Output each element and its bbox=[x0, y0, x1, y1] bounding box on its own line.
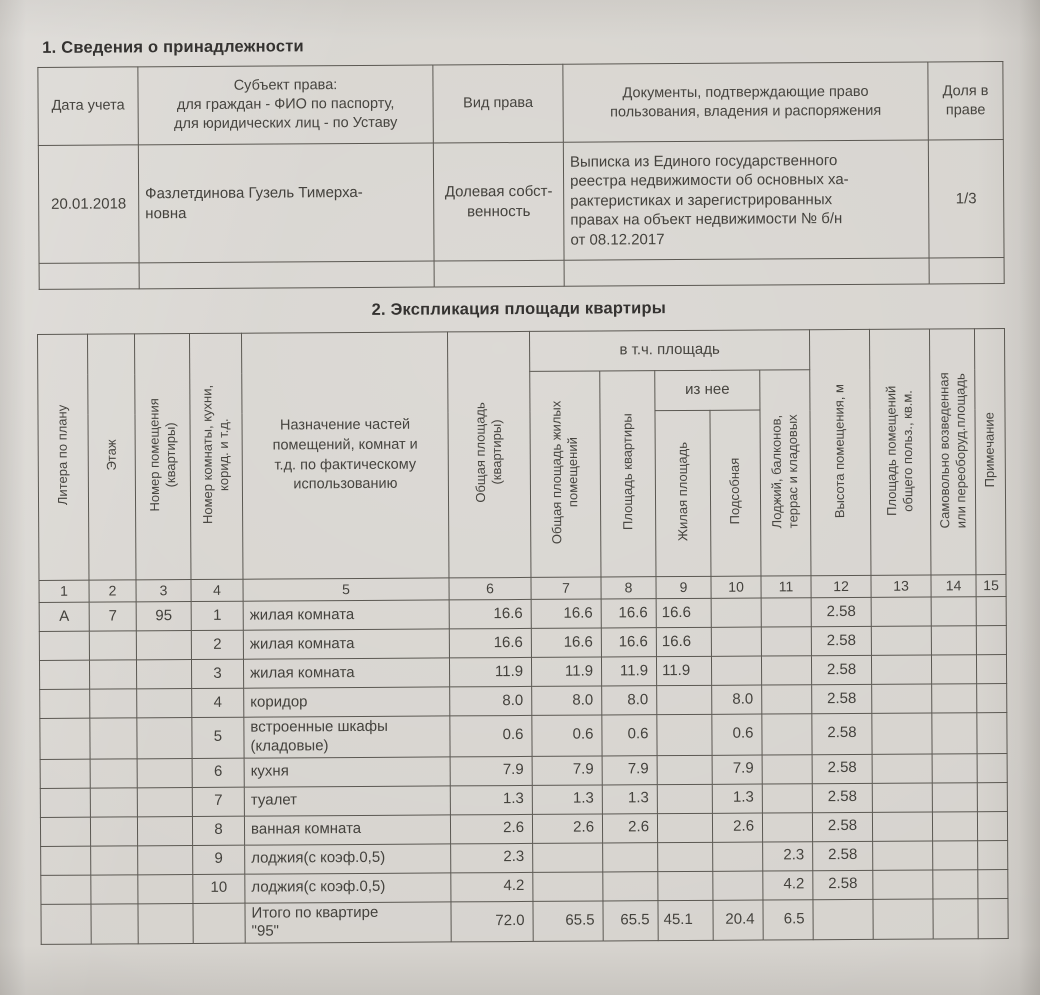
cell: 12 bbox=[811, 575, 871, 597]
cell bbox=[978, 869, 1008, 898]
cell bbox=[137, 787, 192, 816]
cell: 8.0 bbox=[532, 686, 602, 715]
col-header-loggias bbox=[760, 370, 811, 576]
cell: 10 bbox=[711, 576, 761, 598]
cell bbox=[657, 685, 712, 714]
cell bbox=[873, 840, 933, 869]
cell bbox=[90, 758, 137, 787]
col-header-ceiling-height bbox=[809, 329, 871, 575]
cell: 10 bbox=[193, 874, 245, 903]
cell bbox=[977, 782, 1007, 811]
cell bbox=[39, 263, 139, 290]
cell: 7 bbox=[192, 787, 244, 816]
col-header-floor-label: Этаж bbox=[103, 439, 119, 471]
cell bbox=[871, 655, 931, 684]
table-row bbox=[38, 140, 1004, 264]
cell: лоджия(с коэф.0,5) bbox=[245, 872, 451, 902]
cell bbox=[40, 788, 90, 817]
cell bbox=[39, 631, 89, 660]
cell bbox=[137, 718, 192, 759]
cell bbox=[40, 817, 90, 846]
cell: 2.58 bbox=[812, 812, 872, 841]
col-header-auxiliary-area bbox=[710, 410, 761, 576]
cell: 15 bbox=[976, 575, 1006, 597]
cell: жилая комната bbox=[243, 600, 449, 630]
col-header-apartment-number bbox=[134, 334, 191, 580]
col-header-documents: Документы, подтверждающие право пользования, владения и распоряжения bbox=[563, 62, 928, 142]
cell bbox=[41, 904, 91, 945]
cell: коридор bbox=[244, 687, 450, 717]
cell bbox=[872, 684, 932, 713]
cell: 6.5 bbox=[763, 899, 813, 940]
cell bbox=[711, 598, 761, 627]
cell: 6 bbox=[192, 758, 244, 787]
cell bbox=[40, 759, 90, 788]
cell bbox=[89, 660, 136, 689]
cell: 2.6 bbox=[712, 813, 762, 842]
total-row bbox=[41, 898, 1008, 944]
cell bbox=[193, 903, 245, 944]
cell bbox=[977, 811, 1007, 840]
col-header-apartment-area-label: Площадь квартиры bbox=[619, 413, 636, 531]
cell bbox=[41, 846, 91, 875]
cell: 16.6 bbox=[601, 628, 656, 657]
cell: 16.6 bbox=[531, 599, 601, 628]
cell bbox=[713, 842, 763, 871]
cell: 8.0 bbox=[450, 686, 532, 716]
cell bbox=[933, 898, 978, 939]
explication-table-body bbox=[39, 575, 1008, 945]
cell: 5 bbox=[243, 578, 449, 601]
col-header-auxiliary-area-label: Подсобная bbox=[727, 457, 743, 525]
cell: 2.58 bbox=[811, 655, 871, 684]
cell bbox=[603, 842, 658, 871]
cell: 3 bbox=[191, 659, 243, 688]
cell bbox=[533, 872, 603, 901]
cell: 16.6 bbox=[656, 627, 711, 656]
cell: 1.3 bbox=[712, 784, 762, 813]
cell: 1.3 bbox=[450, 785, 532, 815]
cell: 11 bbox=[761, 576, 811, 598]
cell: 11.9 bbox=[449, 657, 531, 687]
cell bbox=[657, 714, 712, 755]
explication-table-header bbox=[37, 329, 1005, 581]
cell bbox=[139, 261, 434, 289]
cell: 2.58 bbox=[813, 841, 873, 870]
cell: 11.9 bbox=[601, 657, 656, 686]
col-header-unauthorized-area bbox=[929, 329, 976, 575]
cell: 3 bbox=[136, 580, 191, 602]
cell: 2.6 bbox=[602, 813, 657, 842]
cell bbox=[932, 713, 977, 754]
cell bbox=[932, 782, 977, 811]
cell bbox=[762, 685, 812, 714]
cell: 8.0 bbox=[602, 686, 657, 715]
explication-table bbox=[37, 328, 1009, 945]
cell: 1 bbox=[191, 601, 243, 630]
cell bbox=[871, 626, 931, 655]
cell bbox=[873, 898, 933, 939]
cell: 1.3 bbox=[602, 784, 657, 813]
cell bbox=[762, 714, 812, 755]
cell: 13 bbox=[871, 575, 931, 597]
cell: 20.01.2018 bbox=[38, 145, 139, 264]
cell bbox=[657, 755, 712, 784]
cell bbox=[977, 713, 1007, 754]
cell: 2 bbox=[191, 630, 243, 659]
cell bbox=[762, 754, 812, 783]
cell: 1/3 bbox=[928, 140, 1004, 258]
cell bbox=[761, 656, 811, 685]
cell: 2.6 bbox=[450, 814, 532, 844]
cell bbox=[41, 875, 91, 904]
col-header-loggias-label: Лоджий, балконов, террас и кладовых bbox=[768, 413, 801, 528]
cell: 6 bbox=[449, 577, 531, 600]
cell bbox=[138, 903, 193, 944]
cell bbox=[533, 843, 603, 872]
col-header-floor bbox=[87, 334, 136, 580]
cell bbox=[711, 656, 761, 685]
cell: Выписка из Единого государственного реестра недвижимости об основных ха- рактеристиках и зарегистрированных правах на объект недвижимости № б/н от 08.12.2017 bbox=[563, 140, 929, 260]
empty-row bbox=[39, 258, 1004, 290]
section1-title: 1. Сведения о принадлежности bbox=[42, 37, 304, 57]
cell: 7 bbox=[89, 602, 136, 631]
ownership-table bbox=[37, 61, 1004, 290]
cell bbox=[929, 258, 1004, 284]
table-row bbox=[40, 713, 1007, 759]
cell: 2.58 bbox=[812, 783, 872, 812]
cell: 7.9 bbox=[532, 756, 602, 785]
cell: 2.3 bbox=[763, 841, 813, 870]
cell: 65.5 bbox=[603, 900, 658, 941]
cell bbox=[977, 753, 1007, 782]
cell bbox=[658, 842, 713, 871]
cell bbox=[90, 689, 137, 718]
cell bbox=[91, 903, 138, 944]
cell bbox=[713, 871, 763, 900]
col-header-share: Доля в праве bbox=[928, 62, 1003, 140]
cell: 14 bbox=[931, 575, 976, 597]
cell: 45.1 bbox=[658, 900, 713, 941]
cell: 7.9 bbox=[602, 755, 657, 784]
col-header-litera-label: Литера по плану bbox=[54, 405, 71, 506]
cell: 7 bbox=[531, 577, 601, 599]
cell bbox=[872, 811, 932, 840]
cell bbox=[657, 813, 712, 842]
col-header-living-area bbox=[655, 410, 711, 576]
cell: 8 bbox=[601, 577, 656, 599]
cell bbox=[761, 627, 811, 656]
col-header-note bbox=[974, 329, 1006, 575]
cell: А bbox=[39, 602, 89, 631]
ownership-table-body bbox=[38, 140, 1004, 290]
cell bbox=[976, 597, 1006, 626]
cell: 16.6 bbox=[449, 599, 531, 629]
cell: 20.4 bbox=[713, 900, 763, 941]
cell: 9 bbox=[656, 576, 711, 598]
cell bbox=[40, 689, 90, 718]
cell bbox=[90, 718, 137, 759]
cell: кухня bbox=[244, 756, 450, 786]
cell bbox=[976, 626, 1006, 655]
cell bbox=[138, 874, 193, 903]
cell: 2.58 bbox=[812, 684, 872, 713]
cell: Итого по квартире "95" bbox=[245, 901, 451, 943]
cell bbox=[137, 689, 192, 718]
col-header-date: Дата учета bbox=[38, 67, 138, 146]
cell bbox=[873, 869, 933, 898]
cell bbox=[977, 684, 1007, 713]
cell: встроенные шкафы (кладовые) bbox=[244, 716, 450, 758]
cell: 0.6 bbox=[712, 714, 762, 755]
cell: 7.9 bbox=[450, 756, 532, 786]
cell bbox=[871, 597, 931, 626]
cell bbox=[711, 627, 761, 656]
cell: 5 bbox=[192, 717, 244, 758]
cell bbox=[933, 869, 978, 898]
cell: Фазлетдинова Гузель Тимерха- новна bbox=[138, 143, 434, 263]
cell: 16.6 bbox=[656, 598, 711, 627]
col-header-right-type: Вид права bbox=[433, 64, 563, 143]
cell bbox=[603, 871, 658, 900]
cell bbox=[40, 718, 90, 759]
section2-title: 2. Экспликация площади квартиры bbox=[371, 299, 667, 319]
cell bbox=[137, 816, 192, 845]
ownership-table-header bbox=[38, 62, 1003, 146]
cell bbox=[89, 631, 136, 660]
col-header-apartment-area bbox=[600, 371, 656, 577]
cell: 2.58 bbox=[812, 754, 872, 783]
cell: 8 bbox=[192, 816, 244, 845]
col-header-living-area-label: Жилая площадь bbox=[674, 442, 691, 542]
col-header-room-number-label: Номер комнаты, кухни, корид. и т.д. bbox=[199, 384, 232, 525]
cell: 11.9 bbox=[531, 657, 601, 686]
cell: 1.3 bbox=[532, 785, 602, 814]
cell bbox=[91, 874, 138, 903]
cell bbox=[761, 598, 811, 627]
cell bbox=[657, 784, 712, 813]
cell: 4.2 bbox=[451, 872, 533, 902]
cell: 9 bbox=[193, 845, 245, 874]
cell: 2.58 bbox=[813, 870, 873, 899]
cell: 2.58 bbox=[811, 597, 871, 626]
cell: 0.6 bbox=[602, 715, 657, 756]
cell: 0.6 bbox=[532, 715, 602, 756]
col-header-common-use-area-label: Площадь помещений общего польз., кв.м. bbox=[883, 385, 916, 516]
cell: 2.3 bbox=[451, 843, 533, 873]
cell bbox=[932, 753, 977, 782]
col-header-room-number bbox=[189, 333, 243, 579]
cell bbox=[90, 816, 137, 845]
cell bbox=[762, 783, 812, 812]
cell: 16.6 bbox=[449, 628, 531, 658]
col-header-subject: Субъект права: для граждан - ФИО по паспорту, для юридических лиц - по Уставу bbox=[138, 65, 433, 145]
cell bbox=[872, 753, 932, 782]
cell: 2.58 bbox=[812, 713, 872, 754]
cell bbox=[90, 787, 137, 816]
cell: 95 bbox=[136, 602, 191, 631]
cell: 72.0 bbox=[451, 901, 533, 942]
cell bbox=[136, 660, 191, 689]
cell bbox=[976, 655, 1006, 684]
col-header-litera bbox=[37, 334, 89, 580]
cell: 1 bbox=[39, 580, 89, 602]
col-header-apartment-number-label: Номер помещения (квартиры) bbox=[146, 398, 178, 512]
cell bbox=[931, 655, 976, 684]
cell: 0.6 bbox=[450, 715, 532, 756]
col-header-note-label: Примечание bbox=[981, 412, 998, 488]
col-header-total-area-label: Общая площадь (квартиры) bbox=[472, 402, 505, 504]
cell bbox=[138, 845, 193, 874]
cell bbox=[872, 713, 932, 754]
cell bbox=[932, 811, 977, 840]
col-header-unauthorized-area-label: Самовольно возведенная или переоборуд.площадь bbox=[935, 371, 969, 529]
cell bbox=[434, 260, 564, 287]
col-header-living-total-area bbox=[530, 371, 601, 577]
cell: ванная комната bbox=[244, 814, 450, 844]
cell: 2 bbox=[89, 580, 136, 602]
col-header-living-total-area-label: Общая площадь жилых помещений bbox=[548, 400, 581, 545]
cell: 2.58 bbox=[811, 626, 871, 655]
cell bbox=[978, 840, 1008, 869]
cell: жилая комната bbox=[243, 658, 449, 688]
cell: жилая комната bbox=[243, 629, 449, 659]
cell bbox=[39, 660, 89, 689]
cell bbox=[933, 840, 978, 869]
cell bbox=[137, 758, 192, 787]
cell: 8.0 bbox=[712, 685, 762, 714]
cell bbox=[658, 871, 713, 900]
col-header-ceiling-height-label: Высота помещения, м bbox=[831, 383, 848, 518]
cell bbox=[931, 626, 976, 655]
cell: лоджия(с коэф.0,5) bbox=[245, 843, 451, 873]
cell: 11.9 bbox=[656, 656, 711, 685]
cell bbox=[136, 631, 191, 660]
cell: 4 bbox=[192, 688, 244, 717]
cell bbox=[932, 684, 977, 713]
cell bbox=[813, 899, 873, 940]
col-header-total-area bbox=[447, 331, 531, 577]
cell: Долевая собст- венность bbox=[433, 142, 564, 261]
cell: 4.2 bbox=[763, 870, 813, 899]
group-header-of-it: из нее bbox=[655, 370, 760, 411]
cell bbox=[91, 845, 138, 874]
cell bbox=[564, 258, 929, 286]
cell: 4 bbox=[191, 579, 243, 601]
cell: 2.6 bbox=[532, 814, 602, 843]
cell: 16.6 bbox=[601, 599, 656, 628]
cell bbox=[762, 812, 812, 841]
cell: 7.9 bbox=[712, 755, 762, 784]
cell bbox=[872, 782, 932, 811]
col-header-common-use-area bbox=[869, 329, 931, 575]
cell: 65.5 bbox=[533, 901, 603, 942]
cell: 16.6 bbox=[531, 628, 601, 657]
cell bbox=[931, 597, 976, 626]
cell bbox=[978, 898, 1008, 939]
group-header-including-area: в т.ч. площадь bbox=[529, 330, 809, 372]
col-header-purpose: Назначение частей помещений, комнат и т.д. по фактическому использованию bbox=[241, 332, 448, 579]
cell: туалет bbox=[244, 785, 450, 815]
